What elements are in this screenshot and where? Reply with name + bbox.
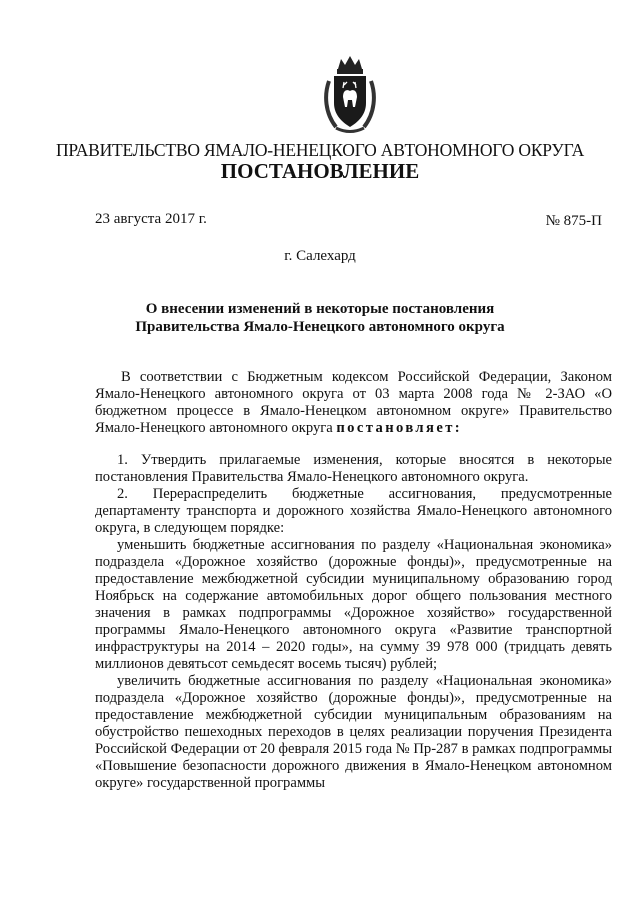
document-body (95, 369, 612, 792)
document-type: ПОСТАНОВЛЕНИЕ (220, 159, 420, 183)
government-name: ПРАВИТЕЛЬСТВО ЯМАЛО-НЕНЕЦКОГО АВТОНОМНОГО ОКРУГА (55, 140, 585, 160)
preamble-text: В соответствии с Бюджетным кодексом Российской Федерации, Законом Ямало-Ненецкого автономного округа от 03 марта 2008 года № 2-ЗАО «О бюджетном процессе в Ямало-Ненецком автономном округе» Правительство Ямало-Ненецкого автономного округа (95, 369, 612, 436)
document-city: г. Салехард (284, 248, 356, 264)
document-title (0, 300, 640, 336)
document-date: 23 августа 2017 г. (95, 211, 207, 227)
document-number: № 875-П (545, 213, 602, 229)
coat-of-arms-icon (322, 55, 378, 135)
title-line-1: О внесении изменений в некоторые постановления (145, 301, 495, 317)
increase-paragraph: увеличить бюджетные ассигнования по разделу «Национальная экономика» подраздела «Дорожное хозяйство (дорожные фонды)», предусмотренные на предоставление межбюджетной субсидии муниципальным образованиям на обустройство пешеходных переходов в целях реализации поручения Президента Российской Федерации от 20 февраля 2015 года № Пр-287 в рамках подпрограммы «Повышение безопасности дорожного движения в Ямало-Ненецком автономном округе» государственной программы (95, 673, 612, 791)
item-1-paragraph: 1. Утвердить прилагаемые изменения, которые вносятся в некоторые постановления Правительства Ямало-Ненецкого автономного округа. (95, 452, 612, 485)
item-2-paragraph: 2. Перераспределить бюджетные ассигнования, предусмотренные департаменту транспорта и дорожного хозяйства Ямало-Ненецкого автономного округа, в следующем порядке: (95, 486, 612, 536)
decree-word: постановляет: (336, 420, 463, 436)
title-line-2: Правительства Ямало-Ненецкого автономного округа (135, 319, 505, 335)
preamble-paragraph (95, 369, 612, 437)
reduce-paragraph: уменьшить бюджетные ассигнования по разделу «Национальная экономика» подраздела «Дорожное хозяйство (дорожные фонды)», предусмотренные на предоставление межбюджетной субсидии муниципальному образованию город Ноябрьск на содержание автомобильных дорог общего пользования местного значения в рамках подпрограммы «Дорожное хозяйство» государственной программы Ямало-Ненецкого автономного округа «Развитие транспортной инфраструктуры на 2014 – 2020 годы», на сумму 39 978 000 (тридцать девять миллионов девятьсот семьдесят восемь тысяч) рублей; (95, 537, 612, 672)
